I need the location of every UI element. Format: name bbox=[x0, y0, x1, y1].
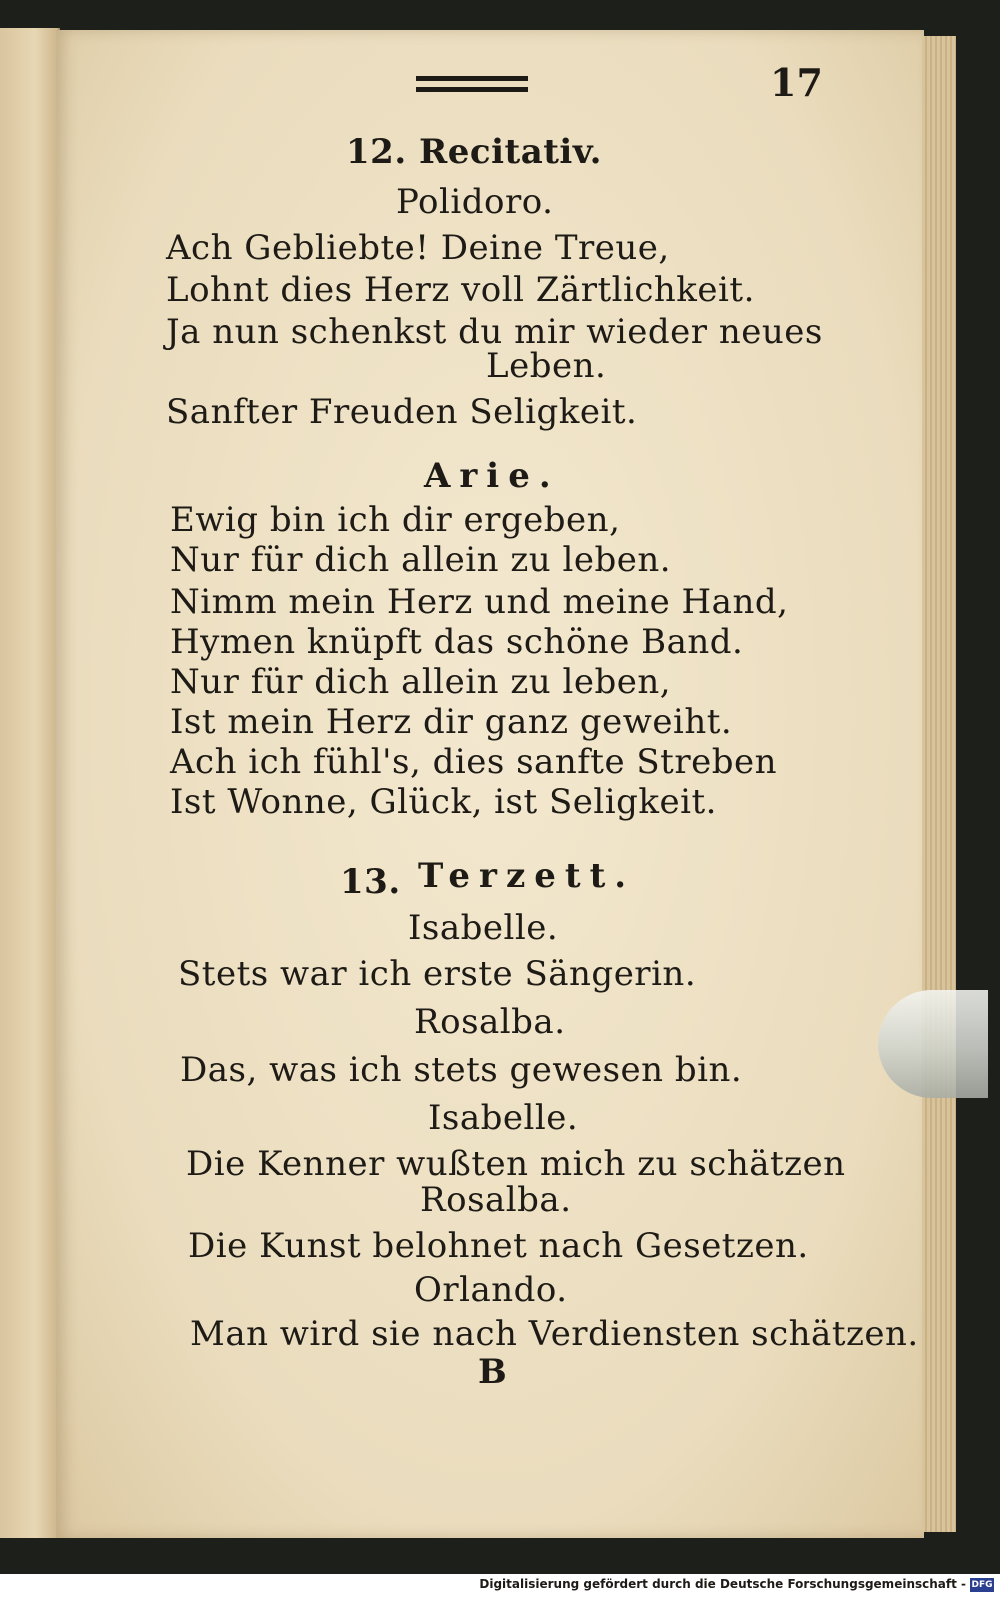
aria-line: Hymen knüpft das schöne Band. bbox=[170, 622, 744, 662]
header-rule-bottom bbox=[416, 87, 528, 92]
aria-line: Nur für dich allein zu leben. bbox=[170, 540, 672, 580]
terzett-title: Terzett. bbox=[418, 856, 636, 896]
terzett-line: Das, was ich stets gewesen bin. bbox=[180, 1050, 743, 1090]
aria-title: Arie. bbox=[424, 456, 560, 496]
signature-mark: B bbox=[478, 1352, 508, 1392]
header-rule-top bbox=[416, 76, 528, 81]
page-block-edge bbox=[922, 36, 956, 1532]
recitative-title: 12. Recitativ. bbox=[346, 132, 603, 172]
terzett-speaker: Isabelle. bbox=[408, 908, 559, 948]
terzett-speaker: Orlando. bbox=[414, 1270, 568, 1310]
aria-line: Nur für dich allein zu leben, bbox=[170, 662, 672, 702]
footer-bar bbox=[0, 1574, 1000, 1597]
recitative-speaker: Polidoro. bbox=[396, 182, 554, 222]
terzett-line: Stets war ich erste Sängerin. bbox=[178, 954, 697, 994]
aria-line: Ach ich fühl's, dies sanfte Streben bbox=[170, 742, 778, 782]
page-clip bbox=[878, 990, 988, 1098]
facing-page-edge bbox=[0, 28, 60, 1538]
recitative-line: Sanfter Freuden Seligkeit. bbox=[166, 392, 638, 432]
terzett-line: Die Kunst belohnet nach Gesetzen. bbox=[188, 1226, 809, 1266]
terzett-number: 13. bbox=[340, 862, 401, 902]
recitative-line: Lohnt dies Herz voll Zärtlichkeit. bbox=[166, 270, 755, 310]
terzett-line: Man wird sie nach Verdiensten schätzen. bbox=[190, 1314, 919, 1354]
terzett-speaker: Rosalba. bbox=[420, 1180, 572, 1220]
funding-credit: Digitalisierung gefördert durch die Deutsche Forschungsgemeinschaft - bbox=[479, 1577, 966, 1591]
recitative-line: Ach Gebliebte! Deine Treue, bbox=[166, 228, 670, 268]
terzett-line: Die Kenner wußten mich zu schätzen bbox=[186, 1144, 846, 1184]
aria-line: Nimm mein Herz und meine Hand, bbox=[170, 582, 789, 622]
aria-line: Ist mein Herz dir ganz geweiht. bbox=[170, 702, 733, 742]
dfg-logo: DFG bbox=[971, 1580, 993, 1590]
terzett-speaker: Isabelle. bbox=[428, 1098, 579, 1138]
page-number: 17 bbox=[770, 60, 823, 105]
aria-line: Ist Wonne, Glück, ist Seligkeit. bbox=[170, 782, 717, 822]
recitative-line: Leben. bbox=[486, 346, 607, 386]
terzett-speaker: Rosalba. bbox=[414, 1002, 566, 1042]
recitative-line: Ja nun schenkst du mir wieder neues bbox=[166, 312, 823, 352]
aria-line: Ewig bin ich dir ergeben, bbox=[170, 500, 621, 540]
